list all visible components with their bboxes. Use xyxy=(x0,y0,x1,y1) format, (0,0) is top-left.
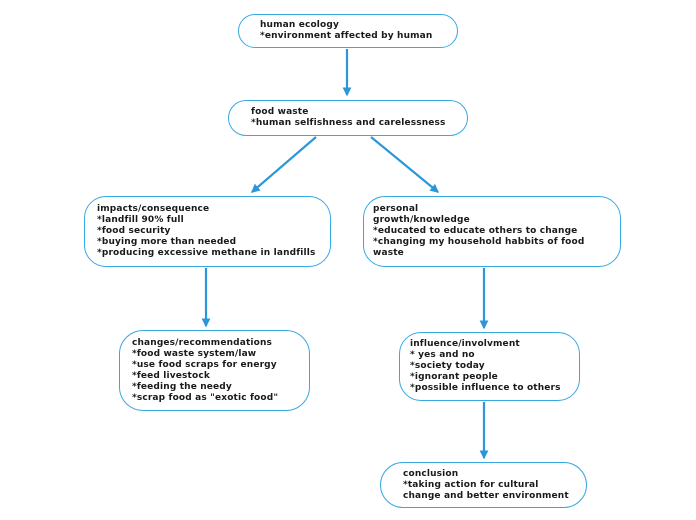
node-text-line: *possible influence to others xyxy=(410,383,561,393)
node-human-ecology[interactable] xyxy=(238,14,458,48)
node-text-line: food waste xyxy=(251,107,309,117)
node-impacts-consequence[interactable] xyxy=(84,196,331,267)
node-text-line: *human selfishness and carelessness xyxy=(251,118,446,128)
node-text-line: *feed livestock xyxy=(132,370,210,381)
node-changes-recommendations[interactable] xyxy=(119,330,310,411)
node-text-line: growth/knowledge xyxy=(373,215,470,225)
node-text-line: * yes and no xyxy=(410,350,475,360)
node-text-line: conclusion xyxy=(403,468,459,479)
node-text-line: changes/recommendations xyxy=(132,337,273,348)
node-text-line: change and better environment xyxy=(403,490,569,501)
node-text-line: *taking action for cultural xyxy=(403,479,539,490)
node-text-line: personal xyxy=(373,204,419,214)
node-food-waste[interactable] xyxy=(228,100,468,136)
node-text-line: waste xyxy=(373,248,404,258)
node-text-line: *buying more than needed xyxy=(97,237,237,247)
node-text-line: influence/involvment xyxy=(410,339,520,349)
node-text-line: *changing my household habbits of food xyxy=(373,237,585,247)
node-personal-growth-knowledge[interactable] xyxy=(363,196,621,267)
node-text-line: human ecology xyxy=(260,20,339,30)
node-text-line: *scrap food as "exotic food" xyxy=(132,392,279,403)
connector-food-waste-to-impacts-consequence xyxy=(252,137,316,192)
node-text-line: *food security xyxy=(97,226,171,236)
node-text-line: *producing excessive methane in landfills xyxy=(97,248,316,258)
node-influence-involvment[interactable] xyxy=(399,332,580,401)
node-text-line: *feeding the needy xyxy=(132,381,232,392)
node-text-line: impacts/consequence xyxy=(97,204,210,214)
node-text-line: *environment affected by human xyxy=(260,31,433,41)
node-text-line: *educated to educate others to change xyxy=(373,226,578,236)
connector-food-waste-to-personal-growth-knowledge xyxy=(371,137,438,192)
node-text-line: *society today xyxy=(410,361,485,371)
node-conclusion[interactable] xyxy=(380,462,587,508)
node-text-line: *ignorant people xyxy=(410,372,498,382)
node-text-line: *use food scraps for energy xyxy=(132,359,277,370)
node-text-line: *landfill 90% full xyxy=(97,215,184,225)
node-text-line: *food waste system/law xyxy=(132,348,257,359)
